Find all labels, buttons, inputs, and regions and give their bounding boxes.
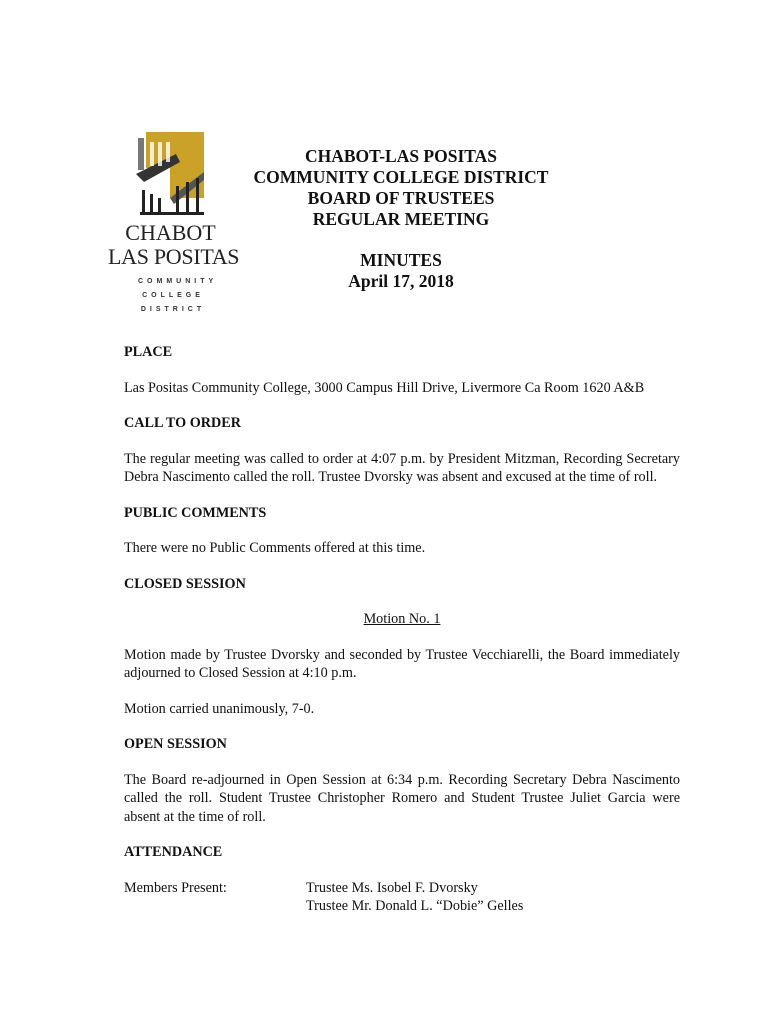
logo-subtitle: COMMUNITY — [138, 278, 218, 285]
logo-subtitle: COLLEGE — [142, 292, 204, 299]
header-line: COMMUNITY COLLEGE DISTRICT — [253, 167, 549, 187]
public-comments-heading: PUBLIC COMMENTS — [124, 504, 267, 521]
attendance-block — [124, 879, 680, 916]
header-line: BOARD OF TRUSTEES — [307, 188, 495, 208]
logo-wordmark: LAS POSITAS — [108, 244, 240, 269]
header-line: CHABOT-LAS POSITAS — [304, 146, 498, 166]
meeting-date: April 17, 2018 — [348, 271, 454, 291]
motion-result: Motion carried unanimously, 7-0. — [124, 700, 315, 717]
public-comments-text: There were no Public Comments offered at this time. — [124, 540, 426, 556]
closed-session-heading: CLOSED SESSION — [124, 575, 246, 592]
district-logo — [108, 128, 240, 318]
open-session-heading: OPEN SESSION — [124, 736, 227, 752]
attendance-heading: ATTENDANCE — [124, 844, 223, 860]
minutes-title: MINUTES — [360, 250, 442, 270]
document-header — [240, 146, 562, 292]
motion-text: Motion made by Trustee Dvorsky and seconded by Trustee Vecchiarelli, the Board immediately adjourned to Closed Session at 4:10 p.m. — [124, 646, 680, 681]
member-name: Trustee Ms. Isobel F. Dvorsky — [306, 879, 478, 896]
place-heading: PLACE — [124, 344, 173, 360]
members-list — [306, 879, 523, 916]
members-present-label: Members Present: — [124, 879, 227, 896]
logo-subtitle: DISTRICT — [140, 306, 206, 313]
building-emblem-icon — [136, 128, 208, 220]
header-line: REGULAR MEETING — [312, 209, 490, 229]
minutes-body — [124, 343, 680, 916]
open-session-text: The Board re-adjourned in Open Session at 6:34 p.m. Recording Secretary Debra Nascimento called the roll. Student Trustee Christopher Romero and Student Trustee Juliet Garcia were absent at the time of roll. — [124, 771, 680, 825]
logo-wordmark: CHABOT — [125, 220, 216, 245]
member-name: Trustee Mr. Donald L. “Dobie” Gelles — [306, 898, 524, 914]
motion-label: Motion No. 1 — [363, 611, 441, 627]
place-text: Las Positas Community College, 3000 Campus Hill Drive, Livermore Ca Room 1620 A&B — [124, 379, 645, 396]
call-to-order-text: The regular meeting was called to order at 4:07 p.m. by President Mitzman, Recording Secretary Debra Nascimento called the roll. Trustee Dvorsky was absent and excused at the time of roll. — [124, 450, 680, 485]
call-to-order-heading: CALL TO ORDER — [124, 415, 241, 431]
